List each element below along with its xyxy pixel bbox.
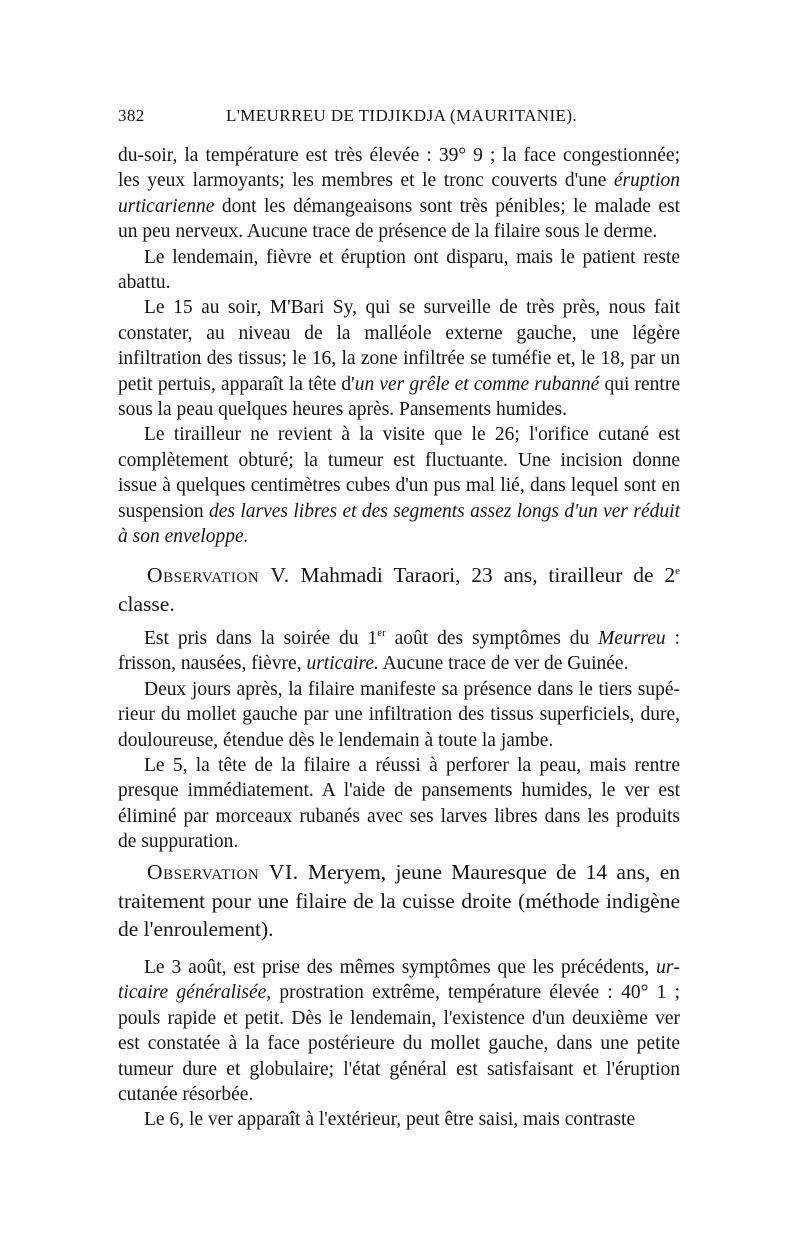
text-run: prostration extrême, température élevée : 40° 1 ; pouls rapide et petit. Dès le lendemain, l'existence d'un deuxième ver est constatée à la face postérieure du mollet gauche, dans une petite tumeur dure et globulaire; l'état général est satisfaisant et l'éruption cutanée résorbée.	[118, 982, 681, 1106]
paragraph: Le lendemain, fièvre et éruption ont disparu, mais le patient reste abattu.	[118, 246, 680, 294]
text-run: classe.	[118, 591, 175, 616]
italic-run: un ver grêle et comme rubanné	[354, 373, 600, 395]
observation-6-heading	[118, 858, 680, 944]
superscript: er	[377, 627, 386, 639]
superscript: e	[675, 565, 680, 577]
text-run: Le 3 août, est prise des mêmes symptômes que les précédents,	[144, 957, 657, 978]
text-run: Meryem, jeune Mauresque de 14 ans, en traitement pour une filaire de la cuisse droite (méthode indigène de l'enroulement).	[118, 860, 680, 942]
italic-run: éruption urticarienne	[118, 170, 680, 217]
text-run: dont les démangeaisons sont très pénibles; le malade est un peu nerveux. Aucune trace de présence de la filaire sous le derme.	[118, 195, 680, 243]
paragraph: Le 5, la tête de la filaire a réussi à perforer la peau, mais rentre presque immédiatement. A l'aide de pansements humides, le ver est éliminé par morceaux rubanés avec ses larves libres dans les produits de suppuration.	[118, 755, 680, 853]
observation-label: Observation V.	[147, 563, 290, 587]
observation-label: Observation VI.	[147, 860, 299, 884]
paragraph	[118, 143, 680, 245]
paragraph	[118, 422, 680, 549]
observation-6-body	[118, 955, 680, 1133]
text-block-top	[118, 143, 680, 550]
text-run: Mahmadi Taraori, 23 ans, tirailleur de 2	[289, 563, 676, 587]
observation-5-heading	[118, 557, 680, 618]
running-title: L'MEURREU DE TIDJIKDJA (MAURITANIE).	[226, 106, 578, 125]
text-run: Le 15 au soir, M'Bari Sy, qui se surveille de très près, nous fait constater, au niveau de la malléole externe gauche, une légère infiltration des tissus; le 16, la zone infiltrée se tuméfie et, le 18, par un petit pertuis, apparaît la tête d'	[118, 297, 680, 395]
page-number: 382	[118, 106, 145, 125]
paragraph	[118, 295, 680, 422]
italic-run: urticaire généralisée,	[118, 957, 680, 1004]
text-run: août des symptômes du	[385, 628, 599, 649]
text-run: qui rentre sous la peau quelques heures après. Pansements humides.	[118, 373, 680, 421]
text-run: Le tirailleur ne revient à la visite que le 26; l'orifice cutané est complètement obturé; la tumeur est fluctuante. Une incision donne issue à quelques centimètres cubes d'un pus mal lié, dans lequel sont en suspension	[118, 424, 680, 522]
italic-run: urticaire.	[306, 653, 379, 675]
paragraph: Le 6, le ver apparaît à l'extérieur, peut être saisi, mais contraste	[144, 1109, 636, 1131]
observation-5-body	[118, 621, 680, 855]
text-run: Est pris dans la soirée du 1	[144, 628, 378, 649]
italic-run: des larves libres et des segments assez longs d'un ver réduit à son enveloppe.	[118, 500, 680, 548]
paragraph	[118, 621, 680, 677]
text-run: : frisson, nausées, fièvre,	[118, 628, 681, 675]
paragraph: Deux jours après, la filaire manifeste sa présence dans le tiers supérieur du mollet gauche par une infiltration des tissus superficiels, dure, douloureuse, étendue dès le lendemain à toute la jambe.	[118, 678, 680, 751]
text-run: Aucune trace de ver de Guinée.	[378, 653, 629, 675]
paragraph	[118, 955, 680, 1107]
text-run: du-soir, la température est très élevée : 39° 9 ; la face congestionnée; les yeux larmoyants; les membres et le tronc couverts d'une	[118, 145, 680, 192]
italic-run: Meurreu	[598, 628, 666, 649]
